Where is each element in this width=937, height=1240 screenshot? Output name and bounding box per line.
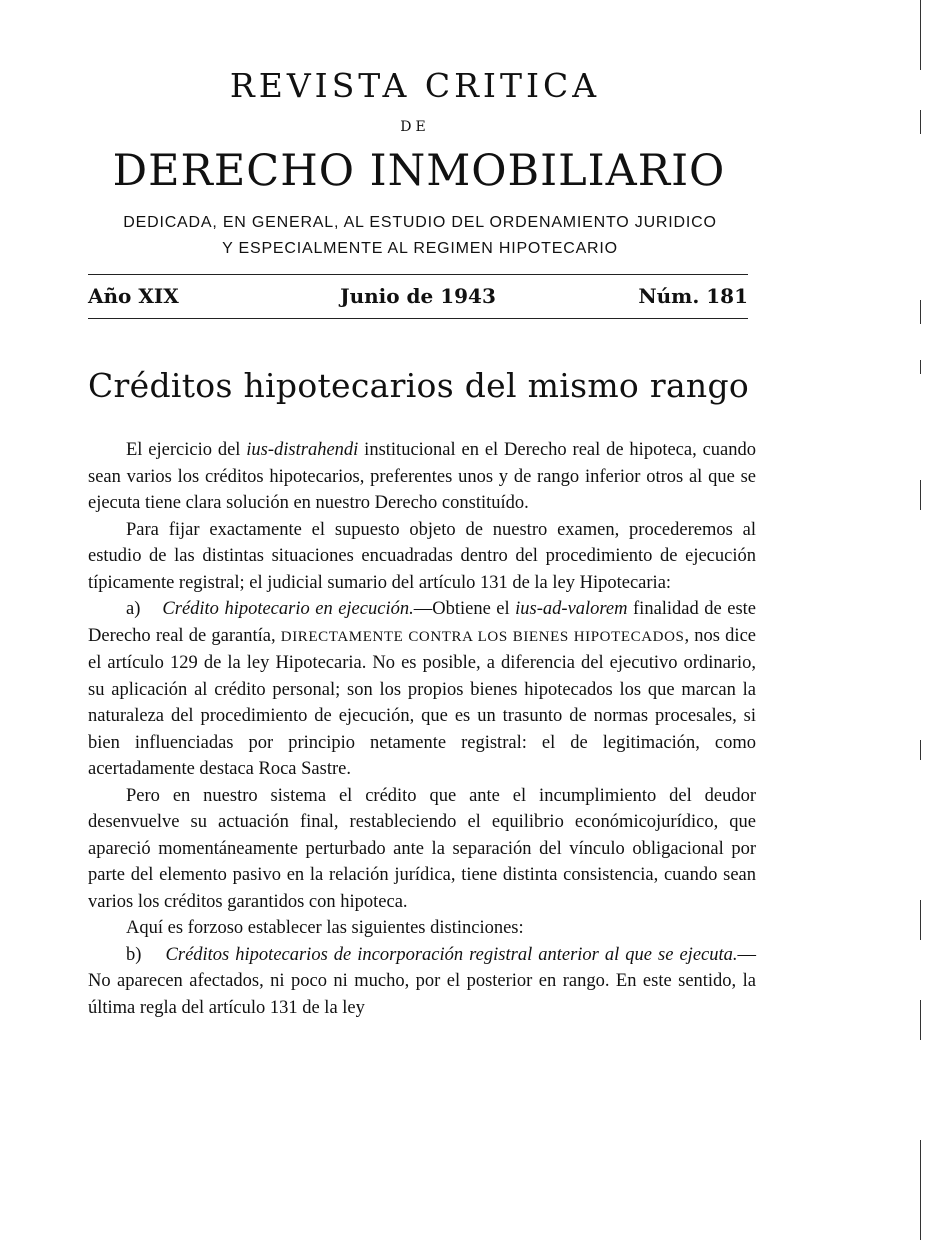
paragraph: Para fijar exactamente el supuesto objeto de nuestro examen, procederemos al estudio de las distintas situaciones encuadradas dentro del procedimiento de ejecución típicamente registral; el judicial sumario del artículo 131 de la ley Hipotecaria: (88, 519, 756, 593)
scan-margin-mark (920, 0, 921, 70)
italic-term: ius-distrahendi (246, 440, 359, 460)
text-run: —Obtiene el (413, 599, 516, 619)
paragraph: Pero en nuestro sistema el crédito que ante el incumplimiento del deudor desenvuelve su actuación final, restableciendo el equilibrio económicojurídico, que apareció momentáneamente perturbado ante la separación del vínculo obligacional por parte del elemento pasivo en la relación jurídica, tiene distinta consistencia, cuando sean varios los créditos garantidos con hipoteca. (88, 785, 756, 912)
scan-margin-mark (920, 300, 921, 324)
italic-heading: Créditos hipotecarios de incorporación registral anterior al que se ejecuta. (165, 944, 738, 965)
scan-margin-mark (920, 110, 921, 134)
text-run: —No aparecen afectados, ni poco ni mucho, por el posterior en rango. En este sentido, la última regla del artículo 131 de la ley (88, 944, 757, 1018)
scan-margin-mark (920, 480, 921, 510)
scan-margin-mark (920, 360, 921, 374)
issue-date: Junio de 1943 (340, 284, 496, 308)
italic-heading: Crédito hipotecario en ejecución. (162, 599, 414, 619)
journal-title-de: DE (400, 119, 430, 135)
scan-margin-mark (920, 1000, 921, 1040)
list-marker: a) (126, 599, 141, 619)
paragraph (88, 596, 756, 783)
scan-margin-mark (920, 1140, 921, 1240)
article-title: Créditos hipotecarios del mismo rango (88, 366, 750, 405)
text-run: , nos dice el artículo 129 de la ley Hipotecaria. No es posible, a diferencia del ejecutivo ordinario, su aplicación al crédito personal; son los propios bienes hipotecados los que marcan la naturaleza del procedimiento de ejecución, que es un trasunto de normas procesales, si bien influenciadas por principio netamente registral: el de legitimación, como acertadamente destaca Roca Sastre. (88, 625, 756, 779)
paragraph (88, 942, 756, 1022)
journal-title-line1: REVISTA CRITICA (229, 66, 601, 105)
journal-subtitle-line2: Y ESPECIALMENTE AL REGIMEN HIPOTECARIO (222, 240, 618, 257)
bottom-divider (88, 318, 748, 319)
issue-number: Núm. 181 (638, 284, 748, 308)
journal-title-line2: DERECHO INMOBILIARIO (112, 146, 726, 196)
paragraph: Aquí es forzoso establecer las siguientes distinciones: (126, 918, 524, 938)
italic-term: ius-ad-valorem (515, 599, 628, 619)
small-caps-run: DIRECTAMENTE CONTRA LOS BIENES HIPOTECADOS (280, 628, 685, 645)
top-divider (88, 274, 748, 275)
article-body (88, 437, 756, 1021)
journal-subtitle-line1: DEDICADA, EN GENERAL, AL ESTUDIO DEL ORDENAMIENTO JURIDICO (123, 214, 717, 231)
scan-margin-mark (920, 900, 921, 940)
scan-margin-mark (920, 740, 921, 760)
paragraph (88, 437, 756, 517)
text-run: El ejercicio del (126, 440, 247, 460)
list-marker: b) (126, 944, 142, 965)
text-run: finalidad de este Derecho real de garantía, (88, 599, 757, 646)
issue-year: Año XIX (88, 284, 179, 308)
text-run: institucional en el Derecho real de hipoteca, cuando sean varios los créditos hipotecarios, preferentes unos y de rango inferior otros al que se ejecuta tiene clara solución en nuestro Derecho constituído. (88, 440, 757, 513)
